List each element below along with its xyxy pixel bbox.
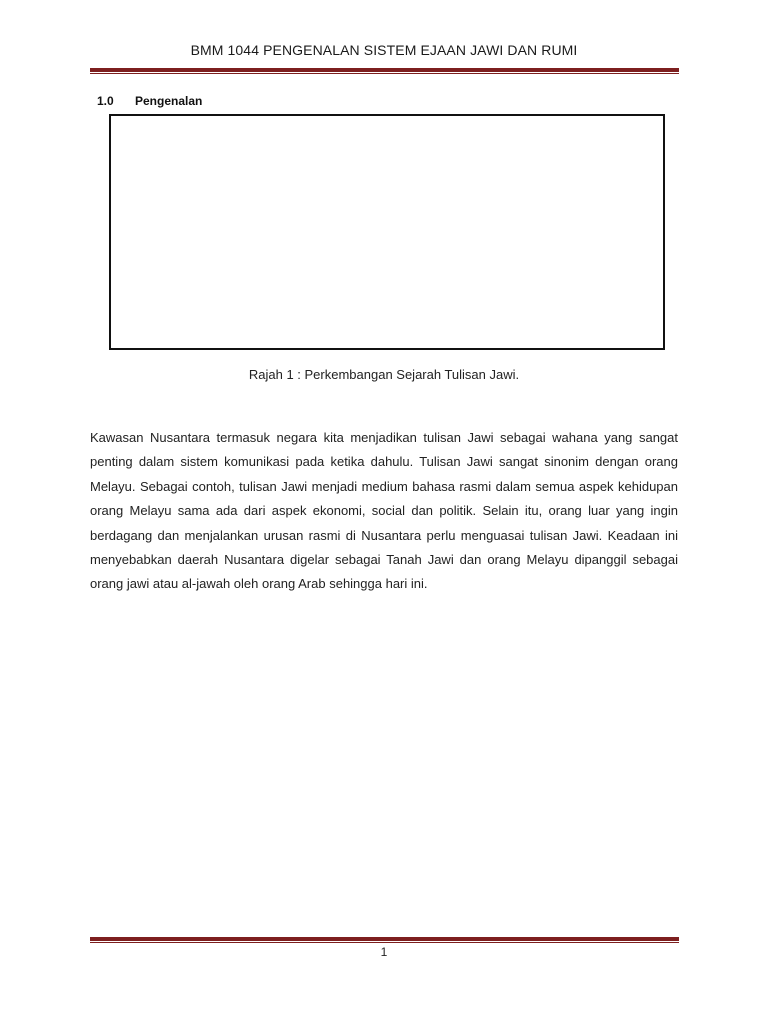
body-paragraph: Kawasan Nusantara termasuk negara kita menjadikan tulisan Jawi sebagai wahana yang sangat penting dalam sistem komunikasi pada ketika dahulu. Tulisan Jawi sangat sinonim dengan orang Melayu. Sebagai contoh, tulisan Jawi menjadi medium bahasa rasmi dalam semua aspek kehidupan orang Melayu sama ada dari aspek ekonomi, social dan politik. Selain itu, orang luar yang ingin berdagang dan menjalankan urusan rasmi di Nusantara perlu menguasai tulisan Jawi. Keadaan ini menyebabkan daerah Nusantara digelar sebagai Tanah Jawi dan orang Melayu dipanggil sebagai orang jawi atau al-jawah oleh orang Arab sehingga hari ini. (90, 430, 678, 592)
figure-placeholder-box (109, 114, 665, 350)
section-number: 1.0 (97, 94, 114, 108)
header-rule-thick-line (90, 68, 679, 72)
footer-rule-thin-line (90, 942, 679, 943)
footer-rule (90, 937, 679, 943)
header-rule (90, 68, 679, 74)
running-header: BMM 1044 PENGENALAN SISTEM EJAAN JAWI DAN RUMI (190, 42, 578, 58)
section-heading (97, 94, 202, 108)
page-number: 1 (380, 945, 388, 959)
figure-caption: Rajah 1 : Perkembangan Sejarah Tulisan Jawi. (248, 367, 520, 382)
header-rule-thin-line (90, 73, 679, 74)
footer-rule-thick-line (90, 937, 679, 941)
section-title: Pengenalan (135, 94, 203, 108)
